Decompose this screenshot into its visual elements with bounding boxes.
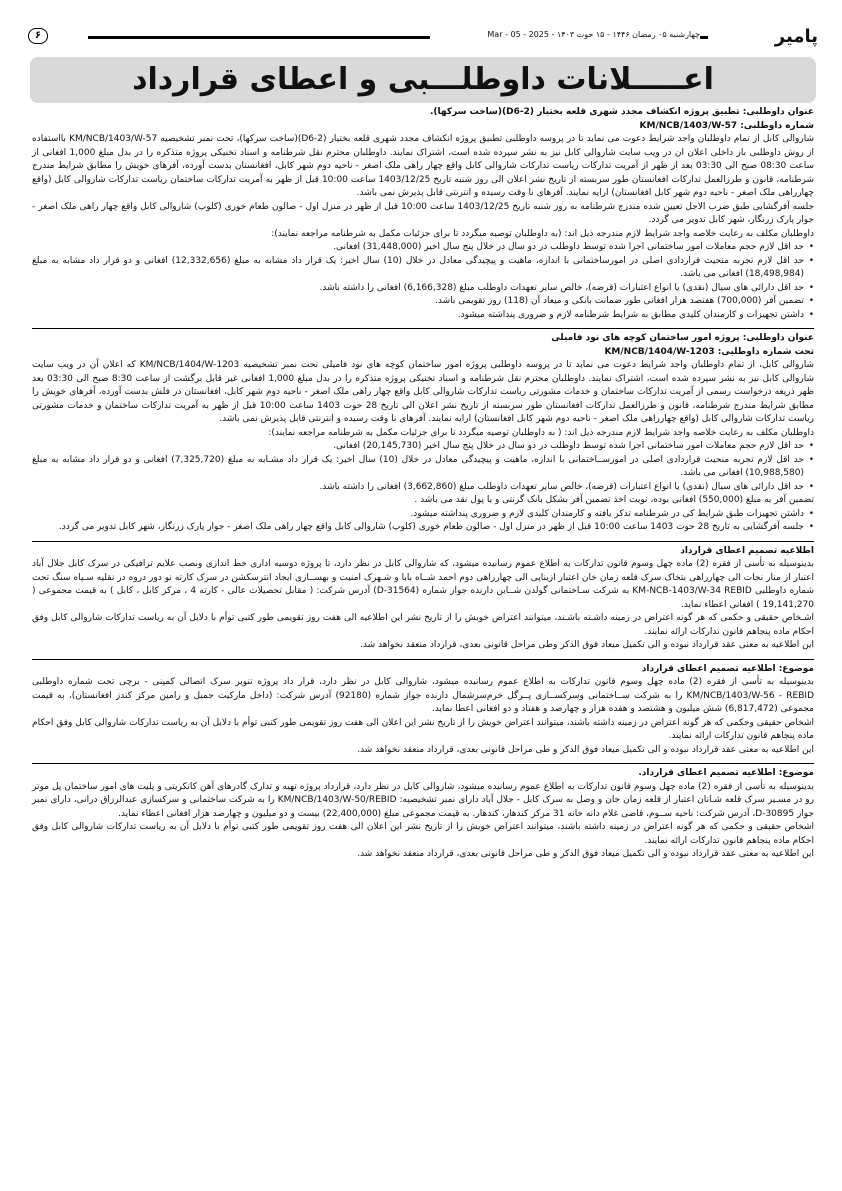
tender-1-para-2: جلسه آفرگشایی طبق ضرب الاجل تعیین شده مندرج شرطنامه به روز شنبه تاریخ 1403/12/25 ساعت 10:00 قبل از ظهر در منزل اول - صالون طعام خوری (کلوپ) شاروالی کابل واقع چهار راهی ملک اصغر - جوار پارک زرنگار، شهر کابل تدویر می گردد. <box>32 201 815 225</box>
award-2-para-3: این اطلاعیه به معنی عقد قرارداد نبوده و الی تکمیل میعاد فوق الذکر و طی مراحل قانونی بعدی، قرارداد منعقد نخواهد شد. <box>357 744 814 755</box>
masthead-logo: پامیر <box>774 26 818 47</box>
award-1-para-2: اشـخاص حقیقی و حکمی که هر گونه اعتراض در زمینه داشـته باشـند، میتوانند اعتراض خویش را از تاریخ نشر این اطلاعیه الی هفت روز تقویمی طور کتبی توأم با دلایل آن به ریاست تدارکات شاروالی کابل وفق احکام ماده پنجاهم قانون تدارکات ارائه نمایند. <box>32 613 814 637</box>
award-1-title: اطلاعیه تصمیم اعطای قرارداد <box>680 545 814 556</box>
masthead-date: چهارشنبه ۰۵ رمضان ۱۴۴۶ - ۱۵ حوت ۱۴۰۳ - Mar - 05 - 2025 <box>487 30 700 39</box>
tender-2-bullet: • جلسه آفرگشایی به تاریخ 28 حوت 1403 ساعت 10:00 قبل از ظهر در منزل اول - صالون طعام خوری (کلوپ) شاروالی کابل واقع چهار راهی ملک اصغر - جوار پارک زرنگار، شهر کابل تدویر می گردد. <box>32 521 814 535</box>
tender-2-guarantee: تضمین آفر به مبلغ (550,000) افغانی بوده، نویت اخذ تضمین آفر بشکل بانک گرنتی و یا پول نقد می باشد . <box>414 495 814 505</box>
award-3-para-1: بدینوسیله به تأسی از فقره (2) ماده چهل وسوم قانون تدارکات به اطلاع عموم رسانیده میشود، شاروالی کابل در نظر دارد، قرارداد پروژه تهیه و تدارک گادرهای آهن کانکریتی و پلیت های امور ساختمان پل موتر رو در مسـیر سرک قلعه شـانان اعتبار از قلعه زمان خان و وصل به سرک کابل - جلال آباد دارای نمبر تشخیصیه: KM/NCB/1403/W-50/REBID را به شرکت ساختمانی و سرکسازی عبدالرزاق درانی، دارای نمبر جواز D-30895، آدرس شرکت: ناحیه ســوم، قاضی غلام دانه خانه 31 مرکز کندهار، کندهار. به قیمت مجموعی مبلغ (22,400,000) بیست و دو میلیون و چهارصد هزار افغانی اعطاء نماید. <box>32 781 815 819</box>
masthead <box>28 26 818 48</box>
tender-2-bullet: • داشتن تجهیزات طبق شرایط کی در شرطنامه تذکر یافته و کارمندان کلیدی لازم و ضروری پنداشته میشود. <box>32 508 814 522</box>
tender-2-title: عنوان داوطلبی: پروژه امور ساختمان کوچه های نود فامیلی <box>551 333 814 343</box>
tender-2-bullet: • حد اقل لازم تجربه منحیث قراردادی اصلی در امورســاختمانی با اندازه، ماهیت و پیچیدگی معادل در خلال (10) سال اخیر: یک قرار داد مشـابه به مبلغ (7,325,720) افغانی و دو قرار داد مشابه به مبلغ (10,988,580) افغانی می باشد. <box>32 454 814 481</box>
award-2-title: موضوع: اطلاعیه تصمیم اعطای قرارداد <box>641 663 814 674</box>
tender-1-bullet: • حد اقل لازم تجربه منحیث قراردادی اصلی در امورساختمانی با اندازه، ماهیت و پیچیدگی معادل در خلال (10) سال اخیر: یک قرار داد مشابه به مبلغ (12,332,656) افغانی و دو قرار داد مشابه به مبلغ (18,498,984) افغانی می باشد. <box>32 255 814 282</box>
tender-1-para-1: شاروالی کابل از تمام داوطلبان واجد شرایط دعوت می نماید تا در پروسه داوطلبی تطبیق پروژه انکشاف مجدد شهری قلعه بختیار (D6-2)(ساخت سرکها)، تحت نمبر تشخیصیه KM/NCB/1403/W-57 بااستفاده از روش داوطلبی باز داخلی اعلان ان در ویب سایت شاروالی کابل نیز به نشر سپرده شده است، اشتراک نمایند. داوطلبان محترم نقل شرطنامه و اسناد تخنیکی پروژه متذکره را در بدل مبلغ 1,000 افغانی از ساعت 08:30 صبح الی 03:30 بعد از ظهر از آمریت تدارکات ریاست تدارکات شاروالی کابل واقع چهار راهی ملک اصغر - ناحیه دوم شهر کابل، افغانستان بدست آورده، آفرهای خویش را مطابق شرایط مندرج شرطنامه، قانون و طرزالعمل تدارکات افغانستان طور سربسته از تاریخ نشر اعلان الی روز شنبه تاریخ 1403/12/25 ساعت 10:00 قبل از ظهر به آمریت تدارکات ساختمان ریاست تدارکات شاروالی کابل (واقع چهارراهی ملک اصغر - ناحیه دوم شهر کابل افغانستان) ارایه نمایند. آفرهای نا وقت رسیده و انترنتی قابل پذیرش نمی باشد. <box>32 134 815 198</box>
tender-2-number-code: KM/NCB/1404/W-1203 <box>604 346 715 357</box>
award-2-para-1: بدینوسیله به تأسی از فقره (2) ماده چهل وسوم قانون تدارکات به اطلاع عموم رسانیده میشود، شاروالی کابل در نظر دارد، قرار داد پروژه تنویر سرک اتصالی کمپنی - برچی تحت شماره داوطلبی KM/NCB/1403/W-56 - REBID را به شرکت ســاختمانی وسرکســازی پــرگل خرم‌سرشمال دارنده جواز شماره (92180) آدرس شرکت: (داخل مارکیت جمیل و رامین مرکز کندز افغانستان)، به قیمت مجموعی (6,817,472) شش میلیون و هشتصد و هفده هزار و چهارصد و هفتاد و دو افغانی اعطا نماید. <box>32 677 814 714</box>
tender-2-para-1: شاروالی کابل، از تمام داوطلبان واجد شرایط دعوت می نماید تا در پروسه داوطلبی پروژه امور ساختمان کوچه های نود فامیلی تحت نمبر تشخیصیه KM/NCB/1404/W-1203 که اعلان آن در ویب سایت شاروالی کابل نیز به نشر سپرده شده است، اشتراک نمایند. داوطلبان محترم نقل شرطنامه و اسناد تخنیکی پروژه متذکره را در بدل مبلغ 1,000 افغانی غیر قابل برگشت از ساعت 8:30 صبح الی 03:30 بعد ظهر ذریعه درخواست رسمی از آمریت تدارکات ساختمان و خدمات مشورتی ریاست تدارکات شاروالی کابل واقع چهار راهی ملک اصغر - ناحیه دوم شهر کابل، افغانستان در فلش بدست آورده، آفرهای خویش را مطابق شرایط مندرج شرطنامه، قانون و طرزالعمل تدارکات افغانستان طور سربسته از تاریخ نشر اعلان الی تاریخ 28 حوت 1403 ساعت 10:00 قبل از ظهر به آمریت تدارکات ساختمان و خدمات مشورتی ریاست تدارکات شاروالی کابل (واقع چهارراهی ملک اصغر - ناحیه دوم شهر کابل افغانستان) ارایه نمایند. آفرهای نا وقت رسیده و انترنتی قابل پذیرش نمی باشد. <box>32 360 815 424</box>
award-3-para-2: اشخاص حقیقی و حکمی که هر گونه اعتراض در زمینه داشته باشند، میتوانند اعتراض خویش را از تاریخ نشر این اعلان الی هفت روز تقویمی طور کتبی توأم با دلایل آن به ریاست تدارکات شاروالی کابل وفق احکام ماده پنجاهم قانون تدارکات ارائه نمایند. <box>32 822 814 846</box>
award-notice-2 <box>32 659 814 758</box>
award-2-para-2: اشخاص حقیقی وحکمی که هر گونه اعتراض در زمینه داشته باشند، میتوانند اعتراض خویش را از تاریخ نشر این اعلان الی هفت روز تقویمی طور کتبی توأم با دلایل آن به ریاست تدارکات شاروالی کابل وفق احکام ماده پنجاهم قانون تدارکات ارائه نمایند. <box>32 717 814 741</box>
award-3-title: موضوع: اطلاعیه تصمیم اعطای قرارداد. <box>638 768 814 778</box>
tender-notice-1 <box>32 106 814 322</box>
award-notice-3 <box>32 763 814 862</box>
tender-2-bullet: • حد اقل دارائی های سیال (نقدی) یا انواع اعتبارات (قرضه)، خالص سایر تعهدات داوطلب مبلغ (3,662,860) افغانی را داشته باشد. <box>32 481 814 495</box>
page-number: ۶ <box>28 28 48 44</box>
tender-1-bullet: • حد اقل لازم حجم معاملات امور ساختمانی اجرا شده توسط داوطلب در دو سال در خلال پنج سال اخیر (31,448,000) افغانی. <box>32 241 814 255</box>
tender-1-title: عنوان داوطلبی: تطبیق پروژه انکشاف مجدد شهری قلعه بختیار (D6-2)(ساخت سرکها). <box>429 107 814 117</box>
tender-1-number <box>32 120 814 134</box>
tender-notice-2 <box>32 328 814 535</box>
tender-2-number <box>32 346 814 360</box>
award-notice-1 <box>32 541 814 653</box>
tender-1-bullet: • حد اقل دارائی های سیال (نقدی) یا انواع اعتبارات (قرضه)، خالص سایر تعهدات داوطلب مبلغ (6,166,328) افغانی را داشته باشد. <box>32 282 814 296</box>
tender-1-number-code: KM/NCB/1403/W-57 <box>639 120 738 131</box>
tender-1-number-label: شماره داوطلبی: <box>740 120 814 131</box>
tender-1-bullet: • داشتن تجهیزات و کارمندان کلیدی مطابق به شرایط شرطنامه لازم و ضروری پنداشته میشود. <box>32 309 814 323</box>
announcements <box>32 106 814 862</box>
banner <box>30 57 816 103</box>
award-1-para-3: این اطلاعیه به معنی عقد قرارداد نبوده و الی تکمیل میعاد فوق الذکر وطی مراحل قانونی بعدی، قرارداد منعقد نخواهد شد. <box>360 640 814 650</box>
tender-1-bullet: • تضمین آفر (700,000) هفتصد هزار افغانی طور ضمانت بانکی و میعاد آن (118) روز تقویمی باشد. <box>32 295 814 309</box>
tender-2-number-label: تحت شماره داوطلبی: <box>717 346 814 357</box>
award-3-para-3: این اطلاعیه به معنی عقد قرارداد نبوده و الی تکمیل میعاد فوق الذکر و طی مراحل قانونی بعدی، قرارداد منعقد نخواهد شد. <box>357 849 814 859</box>
tender-2-bullet: • حد اقل لازم حجم معاملات امور ساختمانی اجرا شده توسط داوطلب در دو سال در خلال پنج سال اخیر (20,145,730) افغانی. <box>32 440 814 454</box>
banner-title: اعـــــلانات داوطلـــبی و اعطای قرارداد <box>132 62 714 97</box>
tender-2-para-2: داوطلبان مکلف به رعایت خلاصه واجد شرایط لازم مندرجه ذیل اند: ( به داوطلبان توصیه میگردد تا برای جزئیات مکمل به شرطنامه مراجعه نمایند): <box>268 427 814 438</box>
tender-1-para-3: داوطلبان مکلف به رعایت خلاصه واجد شرایط لازم مندرجه ذیل اند: (به داوطلبان توصیه میگردد تا برای جزئیات مکمل به شرطنامه مراجعه نمایند): <box>271 228 814 239</box>
award-1-para-1: بدینوسیله به تأسی از فقره (2) ماده چهل وسوم قانون تدارکات به اطلاع عموم رسانیده میشود، که شاروالی کابل در نظر دارد، تا پروژه دوسیه اداری خط اندازی ونصب علایم ترافیکی در سرک کابل جلال آباد اعتبار از منار نجات الی چهارراهی بتخاک سرک قلعه زمان خان اعتبار ازیناپی الی چهارراهی دوم احمد شــاه بابا و شـهرک امنیت و بهســازی ایجاد انترسکشن در سرک کارته نو دور دروه در نقلیه سـپاه سنگ تحت شماره داوطلبی KM-NCB-1403/W-34 REBID به شرکت سـاختمانی گولدن شــاین دارنده جواز شماره (D-31564) آدرس شرکت: ( مقابل تحصیلات عالی - کارته 4 ، مرکز کابل ، کابل ) به قیمت مجموعی ( 19,141,270 ) افغانی اعطاء نماید. <box>32 559 815 610</box>
